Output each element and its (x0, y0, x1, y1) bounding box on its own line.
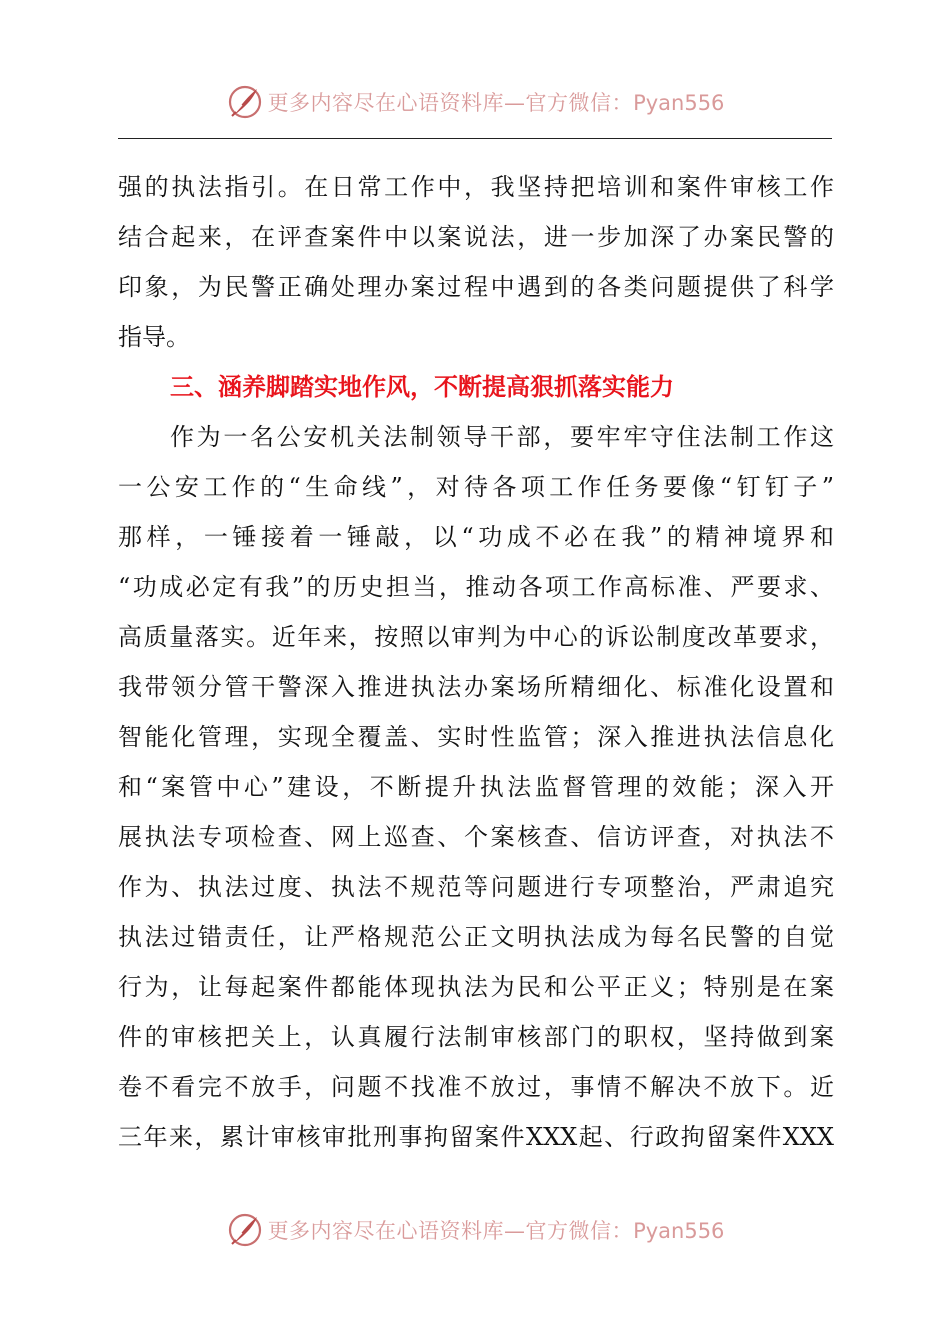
watermark-id: Pyan556 (633, 1219, 725, 1243)
paragraph-line: 三年来，累计审核审批刑事拘留案件XXX起、行政拘留案件XXX (118, 1123, 834, 1151)
paragraph-line: 作为一名公安机关法制领导干部，要牢牢守住法制工作这 (170, 423, 834, 451)
paragraph-line: 作为、执法过度、执法不规范等问题进行专项整治，严肃追究 (118, 873, 834, 901)
watermark-text: 更多内容尽在心语资料库—官方微信：Pyan556 (267, 1219, 725, 1243)
paragraph-line: 结合起来，在评查案件中以案说法，进一步加深了办案民警的 (118, 223, 834, 251)
paragraph-line: 强的执法指引。在日常工作中，我坚持把培训和案件审核工作 (118, 173, 834, 201)
watermark-id: Pyan556 (633, 91, 725, 115)
paragraph-line: 展执法专项检查、网上巡查、个案核查、信访评查，对执法不 (118, 823, 834, 851)
footer-watermark (0, 1208, 950, 1252)
paragraph-line: 高质量落实。近年来，按照以审判为中心的诉讼制度改革要求， (118, 623, 834, 651)
paragraph-line: 一公安工作的“生命线”，对待各项工作任务要像“钉钉子” (118, 473, 834, 501)
paragraph-line: 和“案管中心”建设，不断提升执法监督管理的效能；深入开 (118, 773, 834, 801)
paragraph-line: 那样，一锤接着一锤敲，以“功成不必在我”的精神境界和 (118, 523, 834, 551)
quill-logo-icon (226, 83, 264, 121)
paragraph-line: 件的审核把关上，认真履行法制审核部门的职权，坚持做到案 (118, 1023, 834, 1051)
paragraph-line: 指导。 (118, 323, 190, 351)
document-body (118, 162, 834, 1162)
quill-logo-icon (226, 1211, 264, 1249)
paragraph-line: 我带领分管干警深入推进执法办案场所精细化、标准化设置和 (118, 673, 834, 701)
paragraph-line: 行为，让每起案件都能体现执法为民和公平正义；特别是在案 (118, 973, 834, 1001)
paragraph-line: 执法过错责任，让严格规范公正文明执法成为每名民警的自觉 (118, 923, 834, 951)
header-watermark (0, 80, 950, 124)
paragraph-line: 卷不看完不放手，问题不找准不放过，事情不解决不放下。近 (118, 1073, 834, 1101)
paragraph-line: “功成必定有我”的历史担当，推动各项工作高标准、严要求、 (118, 573, 834, 601)
paragraph-line: 智能化管理，实现全覆盖、实时性监管；深入推进执法信息化 (118, 723, 834, 751)
watermark-text: 更多内容尽在心语资料库—官方微信：Pyan556 (267, 91, 725, 115)
section-heading: 三、涵养脚踏实地作风，不断提高狠抓落实能力 (170, 373, 674, 401)
paragraph-line: 印象，为民警正确处理办案过程中遇到的各类问题提供了科学 (118, 273, 834, 301)
header-divider (118, 138, 832, 139)
